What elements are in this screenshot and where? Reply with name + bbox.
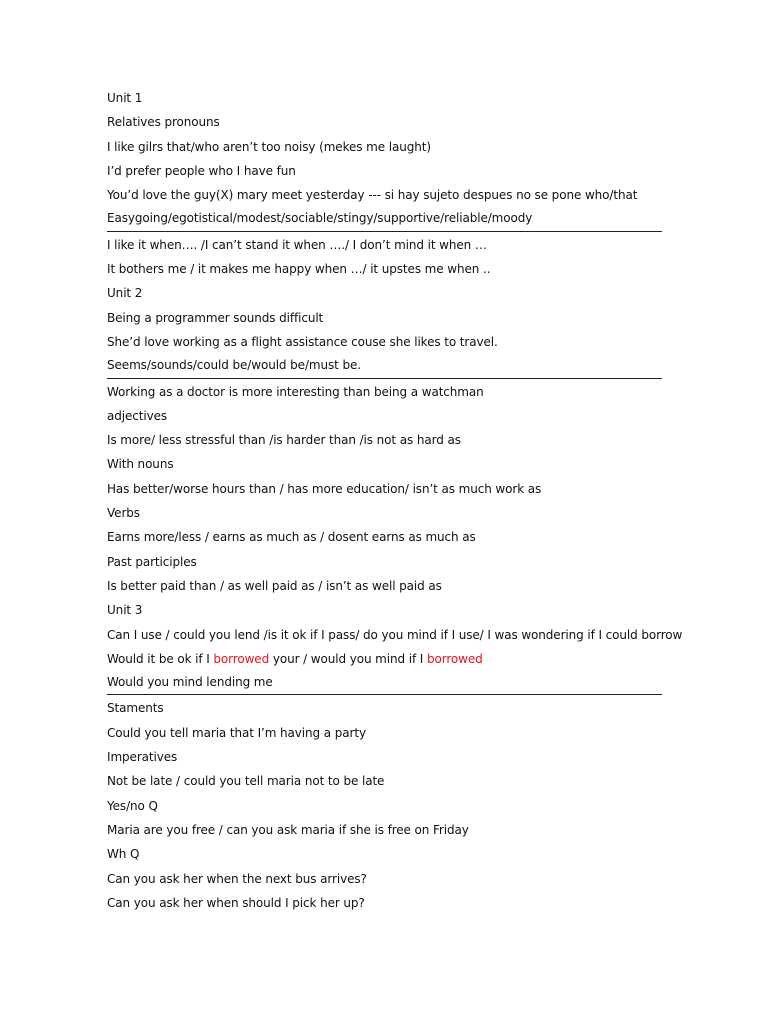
highlighted-word: borrowed [426, 651, 483, 666]
text-line: adjectives [107, 408, 168, 423]
highlighted-word: borrowed [213, 651, 270, 666]
text-line: Could you tell maria that I’m having a party [107, 725, 366, 740]
text-line: With nouns [107, 457, 174, 472]
text-line-underlined: Would you mind lending me [107, 671, 662, 695]
text-line: I’d prefer people who I have fun [107, 163, 296, 178]
unit-heading: Unit 3 [107, 603, 143, 618]
text-line: Can you ask her when should I pick her up? [107, 895, 365, 910]
text-line-underlined: Easygoing/egotistical/modest/sociable/stingy/supportive/reliable/moody [107, 207, 662, 231]
text-line: You’d love the guy(X) mary meet yesterday --- si hay sujeto despues no se pone who/that [107, 188, 638, 203]
text-line: Staments [107, 701, 164, 716]
text-line: Has better/worse hours than / has more education/ isn’t as much work as [107, 481, 542, 496]
text-segment: Would it be ok if I [107, 651, 214, 666]
unit-heading: Unit 1 [107, 91, 143, 105]
text-line: Earns more/less / earns as much as / dosent earns as much as [107, 530, 476, 545]
text-line: Not be late / could you tell maria not to be late [107, 774, 385, 789]
text-line: Being a programmer sounds difficult [107, 310, 324, 325]
text-line: It bothers me / it makes me happy when …/ it upstes me when .. [107, 262, 491, 277]
notes-body [107, 86, 683, 915]
text-line: Wh Q [107, 847, 140, 862]
text-line: Can I use / could you lend /is it ok if I pass/ do you mind if I use/ I was wondering if I could borrow [107, 627, 683, 642]
text-line: She’d love working as a flight assistance couse she likes to travel. [107, 334, 498, 349]
text-segment: your / would you mind if I [269, 651, 427, 666]
text-line: Verbs [107, 506, 140, 521]
text-line: Can you ask her when the next bus arrives? [107, 871, 367, 886]
text-line: Is more/ less stressful than /is harder than /is not as hard as [107, 433, 461, 448]
text-line: Relatives pronouns [107, 115, 220, 130]
text-line-underlined: Seems/sounds/could be/would be/must be. [107, 354, 662, 378]
text-line: I like it when…. /I can’t stand it when …./ I don’t mind it when … [107, 237, 487, 252]
text-line: Imperatives [107, 750, 178, 765]
text-line: Yes/no Q [107, 798, 158, 813]
unit-heading: Unit 2 [107, 286, 143, 301]
text-line: I like gilrs that/who aren’t too noisy (mekes me laught) [107, 139, 431, 154]
text-line: Is better paid than / as well paid as / isn’t as well paid as [107, 578, 442, 593]
text-line-with-highlight [107, 647, 662, 671]
text-line: Working as a doctor is more interesting than being a watchman [107, 384, 484, 399]
text-line: Past participles [107, 554, 197, 569]
text-line: Maria are you free / can you ask maria if she is free on Friday [107, 822, 469, 837]
